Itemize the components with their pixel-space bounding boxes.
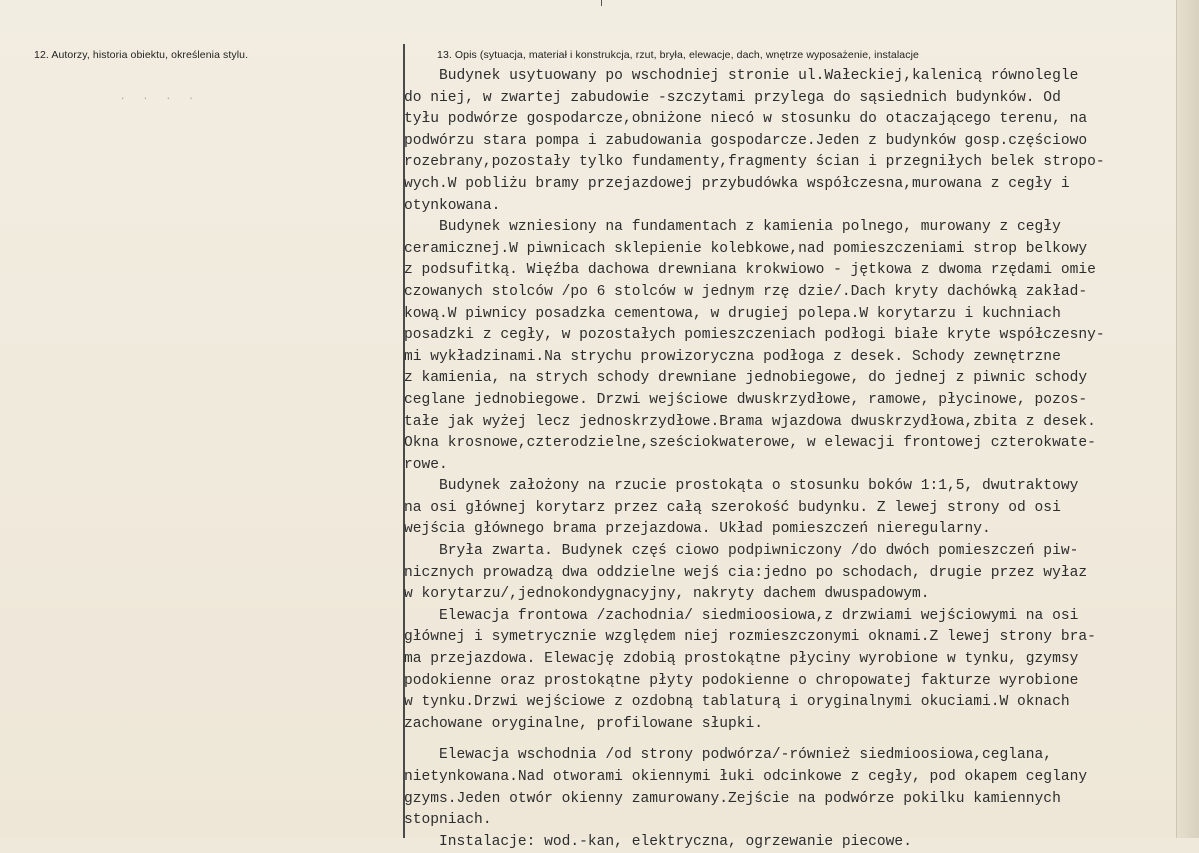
text-line: Budynek wzniesiony na fundamentach z kamienia polnego, murowany z cegły	[404, 219, 1061, 236]
left-column-header: 12. Autorzy, historia obiektu, określenia stylu.	[34, 49, 249, 61]
text-line: Elewacja frontowa /zachodnia/ siedmioosiowa,z drzwiami wejściowymi na osi	[404, 607, 1079, 624]
description-paragraphs-continued	[404, 745, 1184, 853]
text-line: otynkowana.	[404, 197, 501, 214]
text-line: rowe.	[404, 456, 448, 473]
text-line: podokienne oraz prostokątne płyty podokienne o chropowatej fakturze wyrobione	[404, 672, 1079, 689]
top-tick-mark	[601, 0, 602, 6]
left-column-marks: . . . .	[120, 92, 200, 102]
text-line: Bryła zwarta. Budynek częś ciowo podpiwniczony /do dwóch pomieszczeń piw-	[404, 543, 1079, 560]
description-text	[404, 66, 1184, 853]
text-line: tyłu podwórze gospodarcze,obniżone niecó w stosunku do otaczającego terenu, na	[404, 111, 1088, 128]
text-line: Instalacje: wod.-kan, elektryczna, ogrzewanie piecowe.	[404, 833, 912, 850]
description-paragraphs	[404, 66, 1184, 735]
text-line: Okna krosnowe,czterodzielne,sześciokwaterowe, w elewacji frontowej czterokwate-	[404, 435, 1096, 452]
text-line: czowanych stolców /po 6 stolców w jednym rzę dzie/.Dach kryty dachówką zakład-	[404, 283, 1088, 300]
text-line: gzyms.Jeden otwór okienny zamurowany.Zejście na podwórze pokilku kamiennych	[404, 790, 1061, 807]
text-line: nicznych prowadzą dwa oddzielne wejś cia:jedno po schodach, drugie przez wyłaz	[404, 564, 1088, 581]
text-line: Budynek usytuowany po wschodniej stronie ul.Wałeckiej,kalenicą równolegle	[404, 68, 1079, 84]
text-line: z kamienia, na strych schody drewniane jednobiegowe, do jednej z piwnic schody	[404, 370, 1088, 387]
text-line: z podsufitką. Więźba dachowa drewniana krokwiowo - jętkowa z dwoma rzędami omie	[404, 262, 1096, 279]
text-line: ceramicznej.W piwnicach sklepienie kolebkowe,nad pomieszczeniami strop belkowy	[404, 240, 1088, 257]
text-line: Elewacja wschodnia /od strony podwórza/-również siedmioosiowa,ceglana,	[404, 747, 1053, 764]
text-line: w tynku.Drzwi wejściowe z ozdobną tablaturą i oryginalnymi okuciami.W oknach	[404, 694, 1070, 711]
text-line: tałe jak wyżej lecz jednoskrzydłowe.Brama wjazdowa dwuskrzydłowa,zbita z desek.	[404, 413, 1096, 430]
text-line: podwórzu stara pompa i zabudowania gospodarcze.Jeden z budynków gosp.częściowo	[404, 132, 1088, 149]
paragraph-gap	[404, 735, 1184, 745]
text-line: stopniach.	[404, 812, 492, 829]
text-line: kową.W piwnicy posadzka cementowa, w drugiej polepa.W korytarzu i kuchniach	[404, 305, 1061, 322]
text-line: zachowane oryginalne, profilowane słupki.	[404, 715, 764, 732]
text-line: rozebrany,pozostały tylko fundamenty,fragmenty ścian i przegniłych belek stropo-	[404, 154, 1105, 171]
text-line: wejścia głównego brama przejazdowa. Układ pomieszczeń nieregularny.	[404, 521, 991, 538]
text-line: posadzki z cegły, w pozostałych pomieszczeniach podłogi białe kryte współczesny-	[404, 327, 1105, 344]
text-line: Budynek założony na rzucie prostokąta o stosunku boków 1:1,5, dwutraktowy	[404, 478, 1079, 495]
right-column-header: 13. Opis (sytuacja, materiał i konstrukcja, rzut, bryła, elewacje, dach, wnętrze wyposażenie, instalacje	[437, 49, 919, 61]
text-line: głównej i symetrycznie względem niej rozmieszczonymi oknami.Z lewej strony bra-	[404, 629, 1096, 646]
text-line: wych.W pobliżu bramy przejazdowej przybudówka współczesna,murowana z cegły i	[404, 175, 1070, 192]
text-line: nietynkowana.Nad otworami okiennymi łuki odcinkowe z cegły, pod okapem ceglany	[404, 769, 1088, 785]
text-line: mi wykładzinami.Na strychu prowizoryczna podłoga z desek. Schody zewnętrzne	[404, 348, 1061, 365]
text-line: do niej, w zwartej zabudowie -szczytami przylega do sąsiednich budynków. Od	[404, 89, 1061, 106]
text-line: na osi głównej korytarz przez całą szerokość budynku. Z lewej strony od osi	[404, 499, 1061, 516]
text-line: ceglane jednobiegowe. Drzwi wejściowe dwuskrzydłowe, ramowe, płycinowe, pozos-	[404, 391, 1088, 408]
text-line: ma przejazdowa. Elewację zdobią prostokątne płyciny wyrobione w tynku, gzymsy	[404, 651, 1079, 668]
text-line: w korytarzu/,jednokondygnacyjny, nakryty dachem dwuspadowym.	[404, 586, 930, 603]
